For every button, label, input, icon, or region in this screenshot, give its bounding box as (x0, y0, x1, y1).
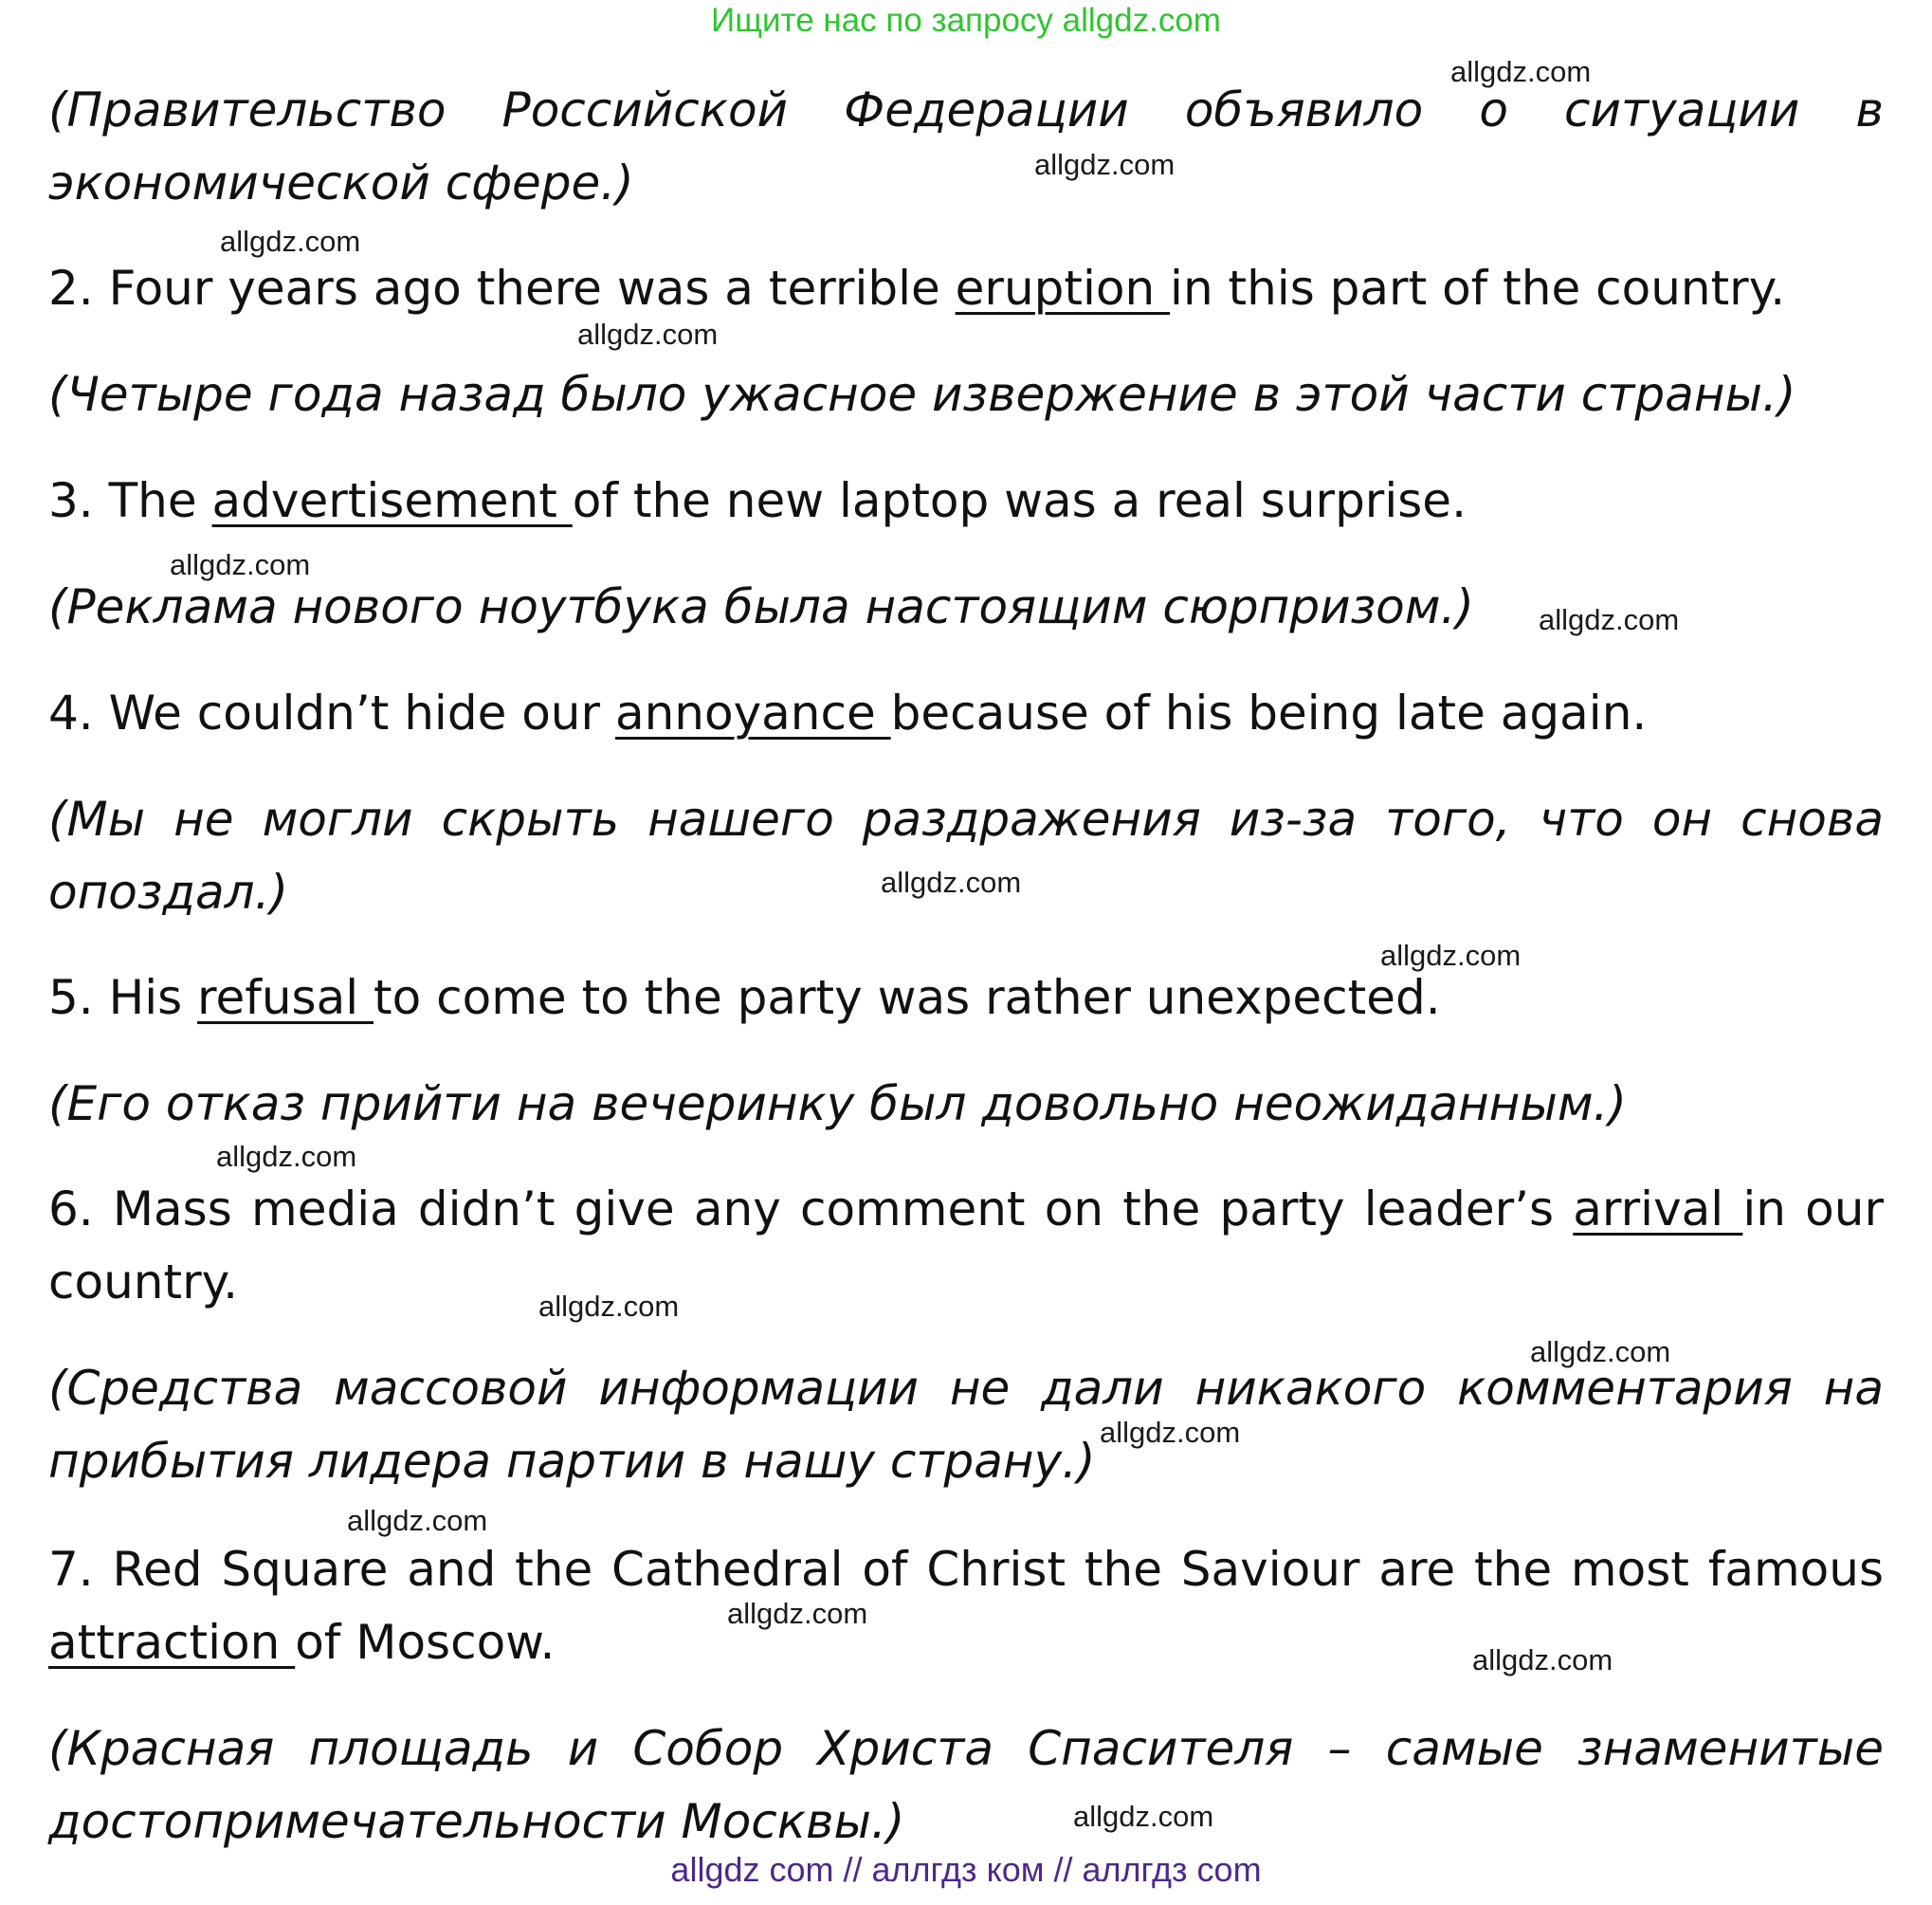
item-7-translation: (Красная площадь и Собор Христа Спасителя – самые знаменитые достопримечательности Москвы.) (48, 1721, 1884, 1849)
item-3-sentence (48, 465, 1884, 538)
watermark: allgdz.com (1472, 1643, 1613, 1676)
watermark: allgdz.com (1530, 1335, 1671, 1368)
sentence-text: of the new laptop was a real surprise. (572, 473, 1467, 528)
sentence-text: 3. The (48, 473, 212, 528)
item-4-translation: (Мы не могли скрыть нашего раздражения из-за того, что он снова опоздал.) (48, 792, 1884, 920)
watermark: allgdz.com (538, 1290, 680, 1323)
item-5-sentence (48, 962, 1884, 1035)
item-4-sentence (48, 677, 1884, 750)
item-6-translation: (Средства массовой информации не дали никакого комментария на прибытия лидера партии в нашу страну.) (48, 1361, 1884, 1489)
item-2-sentence (48, 252, 1884, 325)
sentence-text: 7. Red Square and the Cathedral of Christ the Saviour are the most famous (48, 1542, 1884, 1597)
watermark: allgdz.com (1100, 1416, 1241, 1449)
watermark: allgdz.com (1539, 603, 1680, 636)
watermark: allgdz.com (1380, 939, 1522, 972)
sentence-text: of Moscow. (295, 1615, 556, 1670)
sentence-text: 5. His (48, 970, 198, 1025)
underlined-word: advertisement (211, 473, 573, 528)
footer-links[interactable]: allgdz com // аллгдз ком // аллгдз com (670, 1850, 1262, 1889)
item-2-translation: (Четыре года назад было ужасное извержение в этой части страны.) (48, 367, 1796, 422)
sentence-text: 6. Mass media didn’t give any comment on the party leader’s (48, 1181, 1574, 1236)
underlined-word: annoyance (614, 686, 891, 741)
watermark: allgdz.com (881, 866, 1022, 899)
watermark: allgdz.com (216, 1140, 357, 1173)
item-5-translation: (Его отказ прийти на вечеринку был довольно неожиданным.) (48, 1076, 1627, 1131)
sentence-text: because of his being late again. (890, 686, 1648, 741)
top-banner: Ищите нас по запросу allgdz.com (711, 2, 1221, 39)
sentence-text: 2. Four years ago there was a terrible (48, 261, 956, 316)
item-1-translation: (Правительство Российской Федерации объявило о ситуации в экономической сфере.) (48, 82, 1884, 211)
watermark: allgdz.com (347, 1504, 488, 1537)
underlined-word: refusal (197, 970, 374, 1025)
watermark: allgdz.com (220, 225, 361, 258)
underlined-word: attraction (48, 1615, 296, 1670)
sentence-text: to come to the party was rather unexpected. (374, 970, 1441, 1025)
item-3-translation: (Реклама нового ноутбука была настоящим сюрпризом.) (48, 579, 1474, 634)
watermark: allgdz.com (1034, 148, 1176, 181)
sentence-text: in this part of the country. (1170, 261, 1786, 316)
watermark: allgdz.com (170, 548, 311, 581)
underlined-word: eruption (955, 261, 1171, 316)
sentence-text: 4. We couldn’t hide our (48, 686, 615, 741)
item-6-sentence (48, 1173, 1884, 1319)
watermark: allgdz.com (577, 318, 719, 351)
watermark: allgdz.com (1073, 1800, 1214, 1833)
watermark: allgdz.com (1450, 55, 1592, 88)
sentence-text: in our country. (48, 1181, 1885, 1310)
underlined-word: arrival (1573, 1181, 1743, 1236)
watermark: allgdz.com (727, 1597, 868, 1630)
